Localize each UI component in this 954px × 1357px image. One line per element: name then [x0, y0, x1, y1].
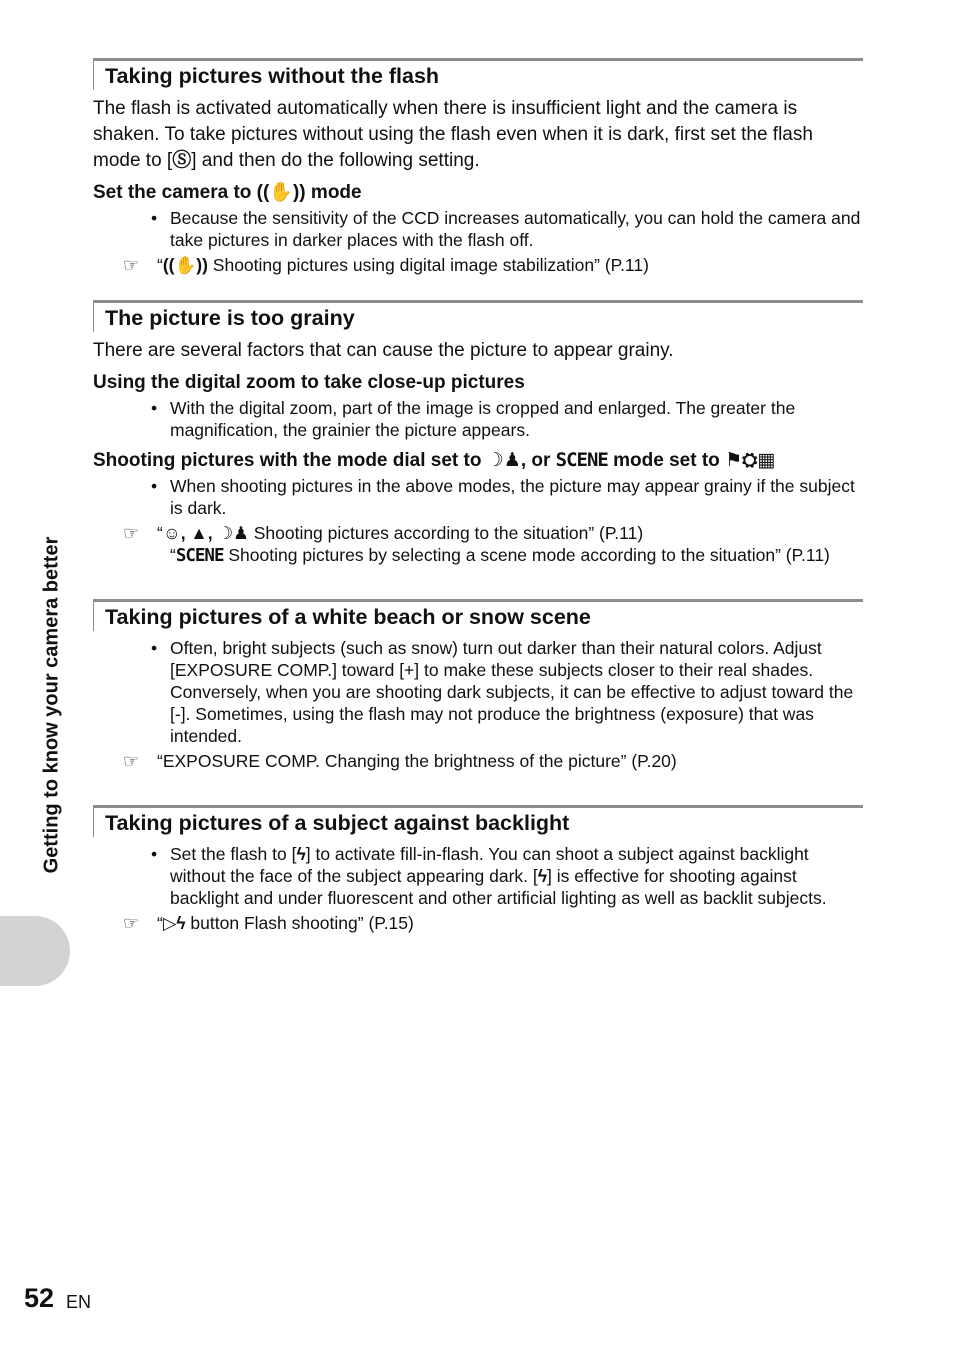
subheading: Using the digital zoom to take close-up pictures [93, 372, 525, 393]
reference-link: ☞ “▷ϟ button Flash shooting” (P.15) [123, 913, 414, 933]
section-heading: The picture is too grainy [105, 306, 355, 330]
flash-button-icon: ▷ϟ [162, 913, 186, 933]
flash-off-icon: Ⓢ [172, 150, 192, 171]
section-heading-box [93, 58, 863, 90]
page-content [93, 58, 863, 934]
page-number: 52 [24, 1283, 55, 1313]
stabilization-icon: ((✋)) [256, 182, 306, 203]
bullet-item: • With the digital zoom, part of the image is cropped and enlarged. The greater the magnification, the grainier the picture appears. [151, 398, 796, 440]
bullet-icon: • [151, 844, 158, 864]
night-portrait-icon: ☽♟ [486, 450, 521, 471]
scene-icon: SCENE [175, 546, 224, 566]
fill-flash-icon: ϟ [537, 866, 547, 886]
chapter-tab [0, 916, 70, 986]
scene-icon: SCENE [555, 449, 608, 471]
bullet-item: • When shooting pictures in the above modes, the picture may appear grainy if the subject is dark. [151, 476, 855, 518]
section-intro: There are several factors that can cause the picture to appear grainy. [93, 340, 674, 361]
section-backlight [93, 805, 863, 934]
bullet-icon: • [151, 476, 158, 496]
section-heading: Taking pictures of a white beach or snow scene [105, 605, 591, 629]
shooting-mode-icons: ☺, ▲, ☽♟ [162, 523, 249, 543]
reference-link: ☞ “((✋)) Shooting pictures using digital image stabilization” (P.11) [123, 255, 649, 275]
bullet-item: • Often, bright subjects (such as snow) turn out darker than their natural colors. Adjust [EXPOSURE COMP.] toward [+] to make these subjects closer to their real shades. Conversely, when you are shooting dark subjects, it can be effective to adjust toward the [-]. Sometimes, using the flash may not produce the brightness (exposure) that was intended. [151, 638, 854, 746]
stabilization-icon: ((✋)) [162, 255, 208, 275]
section-heading-box [93, 300, 863, 332]
bullet-icon: • [151, 638, 158, 658]
bullet-icon: • [151, 398, 158, 418]
section-heading: Taking pictures without the flash [105, 64, 440, 88]
section-snow-scene [93, 599, 863, 772]
section-heading: Taking pictures of a subject against backlight [105, 811, 570, 835]
bullet-icon: • [151, 208, 158, 228]
subheading: Set the camera to ((✋)) mode [93, 182, 362, 203]
pointing-hand-icon: ☞ [123, 255, 140, 275]
pointing-hand-icon: ☞ [123, 523, 140, 543]
chapter-title: Getting to know your camera better [40, 536, 63, 874]
reference-link: “SCENE Shooting pictures by selecting a scene mode according to the situation” (P.11) [170, 545, 830, 566]
bullet-item: • Because the sensitivity of the CCD increases automatically, you can hold the camera and take pictures in darker places with the flash off. [151, 208, 861, 250]
section-heading-box [93, 599, 863, 631]
section-grainy [93, 300, 863, 567]
reference-link: ☞ “☺, ▲, ☽♟ Shooting pictures according to the situation” (P.11) [123, 523, 644, 543]
pointing-hand-icon: ☞ [123, 913, 140, 933]
pointing-hand-icon: ☞ [123, 751, 140, 771]
subheading: Shooting pictures with the mode dial set to ☽♟, or SCENE mode set to ⚑⛭▦ [93, 449, 776, 471]
section-intro: The flash is activated automatically when there is insufficient light and the camera is shaken. To take pictures without using the flash even when it is dark, first set the flash mode to [Ⓢ] and then do the following setting. [93, 98, 813, 171]
section-heading-box [93, 805, 863, 837]
fill-flash-icon: ϟ [296, 844, 306, 864]
bullet-item: • Set the flash to [ϟ] to activate fill-in-flash. You can shoot a subject against backlight without the face of the subject appearing dark. [ϟ] is effective for shooting against backlight and under fluorescent and other artificial lighting as well as backlit subjects. [151, 844, 827, 908]
scene-modes-icon: ⚑⛭▦ [725, 450, 776, 471]
section-no-flash [93, 58, 863, 276]
page-language: EN [66, 1292, 92, 1312]
reference-link: ☞ “EXPOSURE COMP. Changing the brightness of the picture” (P.20) [123, 751, 677, 771]
